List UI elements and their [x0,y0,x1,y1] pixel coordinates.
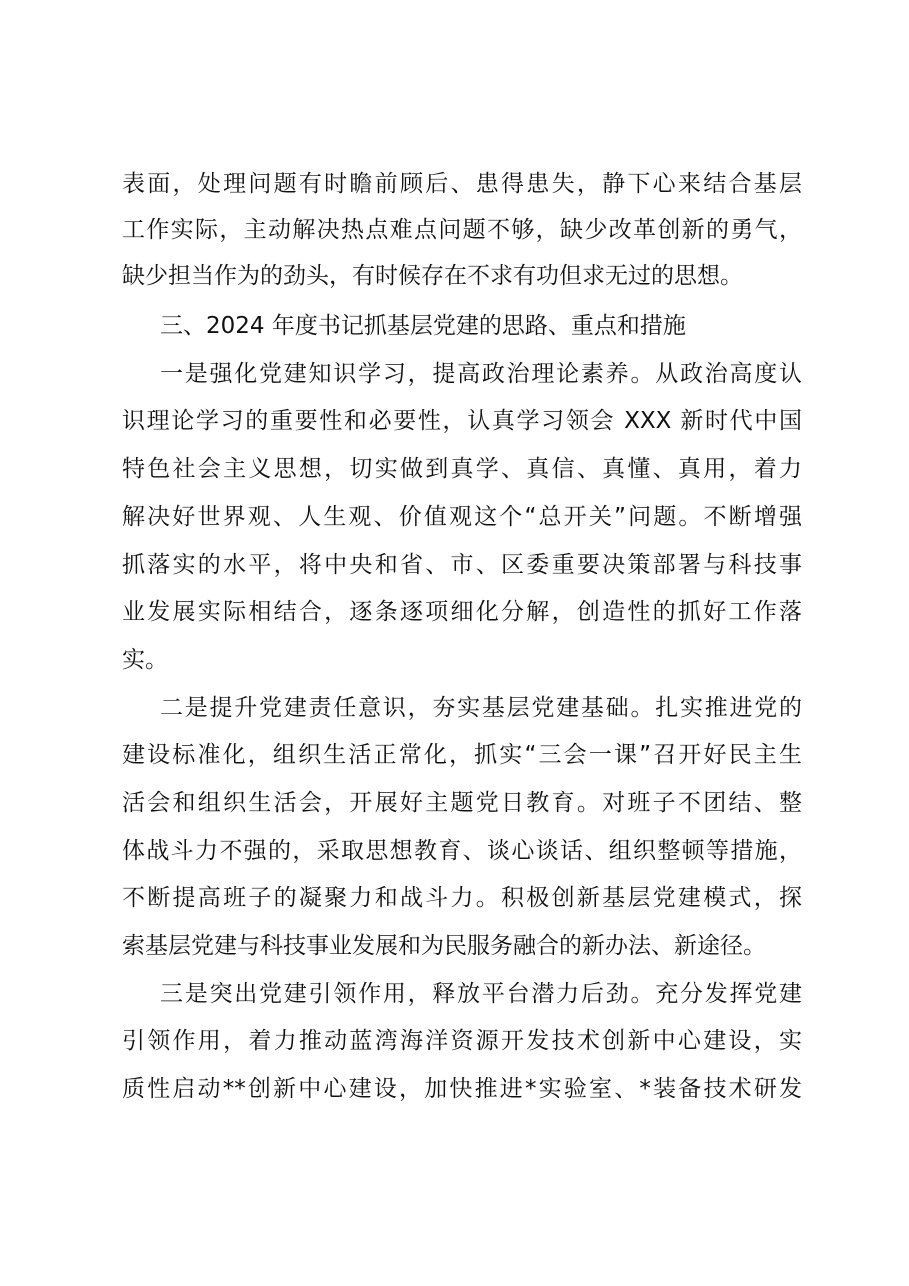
body-text-line: 质性启动**创新中心建设，加快推进*实验室、*装备技术研发 [122,1076,802,1102]
body-text-line: 识理论学习的重要性和必要性，认真学习领会 XXX 新时代中国 [122,408,802,434]
paragraph-3-first-line: 三是突出党建引领作用，释放平台潜力后劲。充分发挥党建 [160,981,802,1007]
body-text-line: 活会和组织生活会，开展好主题党日教育。对班子不团结、整 [122,790,802,816]
body-text-line: 业发展实际相结合，逐条逐项细化分解，创造性的抓好工作落 [122,599,802,625]
body-text-line: 特色社会主义思想，切实做到真学、真信、真懂、真用，着力 [122,456,802,482]
body-text-line: 索基层党建与科技事业发展和为民服务融合的新办法、新途径。 [122,933,766,959]
body-text-line: 体战斗力不强的，采取思想教育、谈心谈话、组织整顿等措施， [122,838,802,864]
section-heading: 三、2024 年度书记抓基层党建的思路、重点和措施 [160,313,686,339]
body-text-line: 缺少担当作为的劲头，有时候存在不求有功但求无过的思想。 [122,263,743,289]
body-text-line: 工作实际，主动解决热点难点问题不够，缺少改革创新的勇气， [122,217,802,243]
paragraph-2-first-line: 二是提升党建责任意识，夯实基层党建基础。扎实推进党的 [160,695,802,721]
body-text-line: 实。 [122,647,168,673]
body-text-line: 不断提高班子的凝聚力和战斗力。积极创新基层党建模式，探 [122,885,802,911]
body-text-line: 抓落实的水平，将中央和省、市、区委重要决策部署与科技事 [122,552,802,578]
paragraph-1-first-line: 一是强化党建知识学习，提高政治理论素养。从政治高度认 [160,361,802,387]
body-text-line: 解决好世界观、人生观、价值观这个“总开关”问题。不断增强 [122,504,802,530]
body-text-line: 引领作用，着力推动蓝湾海洋资源开发技术创新中心建设，实 [122,1028,802,1054]
body-text-line: 表面，处理问题有时瞻前顾后、患得患失，静下心来结合基层 [122,171,802,197]
body-text-line: 建设标准化，组织生活正常化，抓实“三会一课”召开好民主生 [122,742,802,768]
